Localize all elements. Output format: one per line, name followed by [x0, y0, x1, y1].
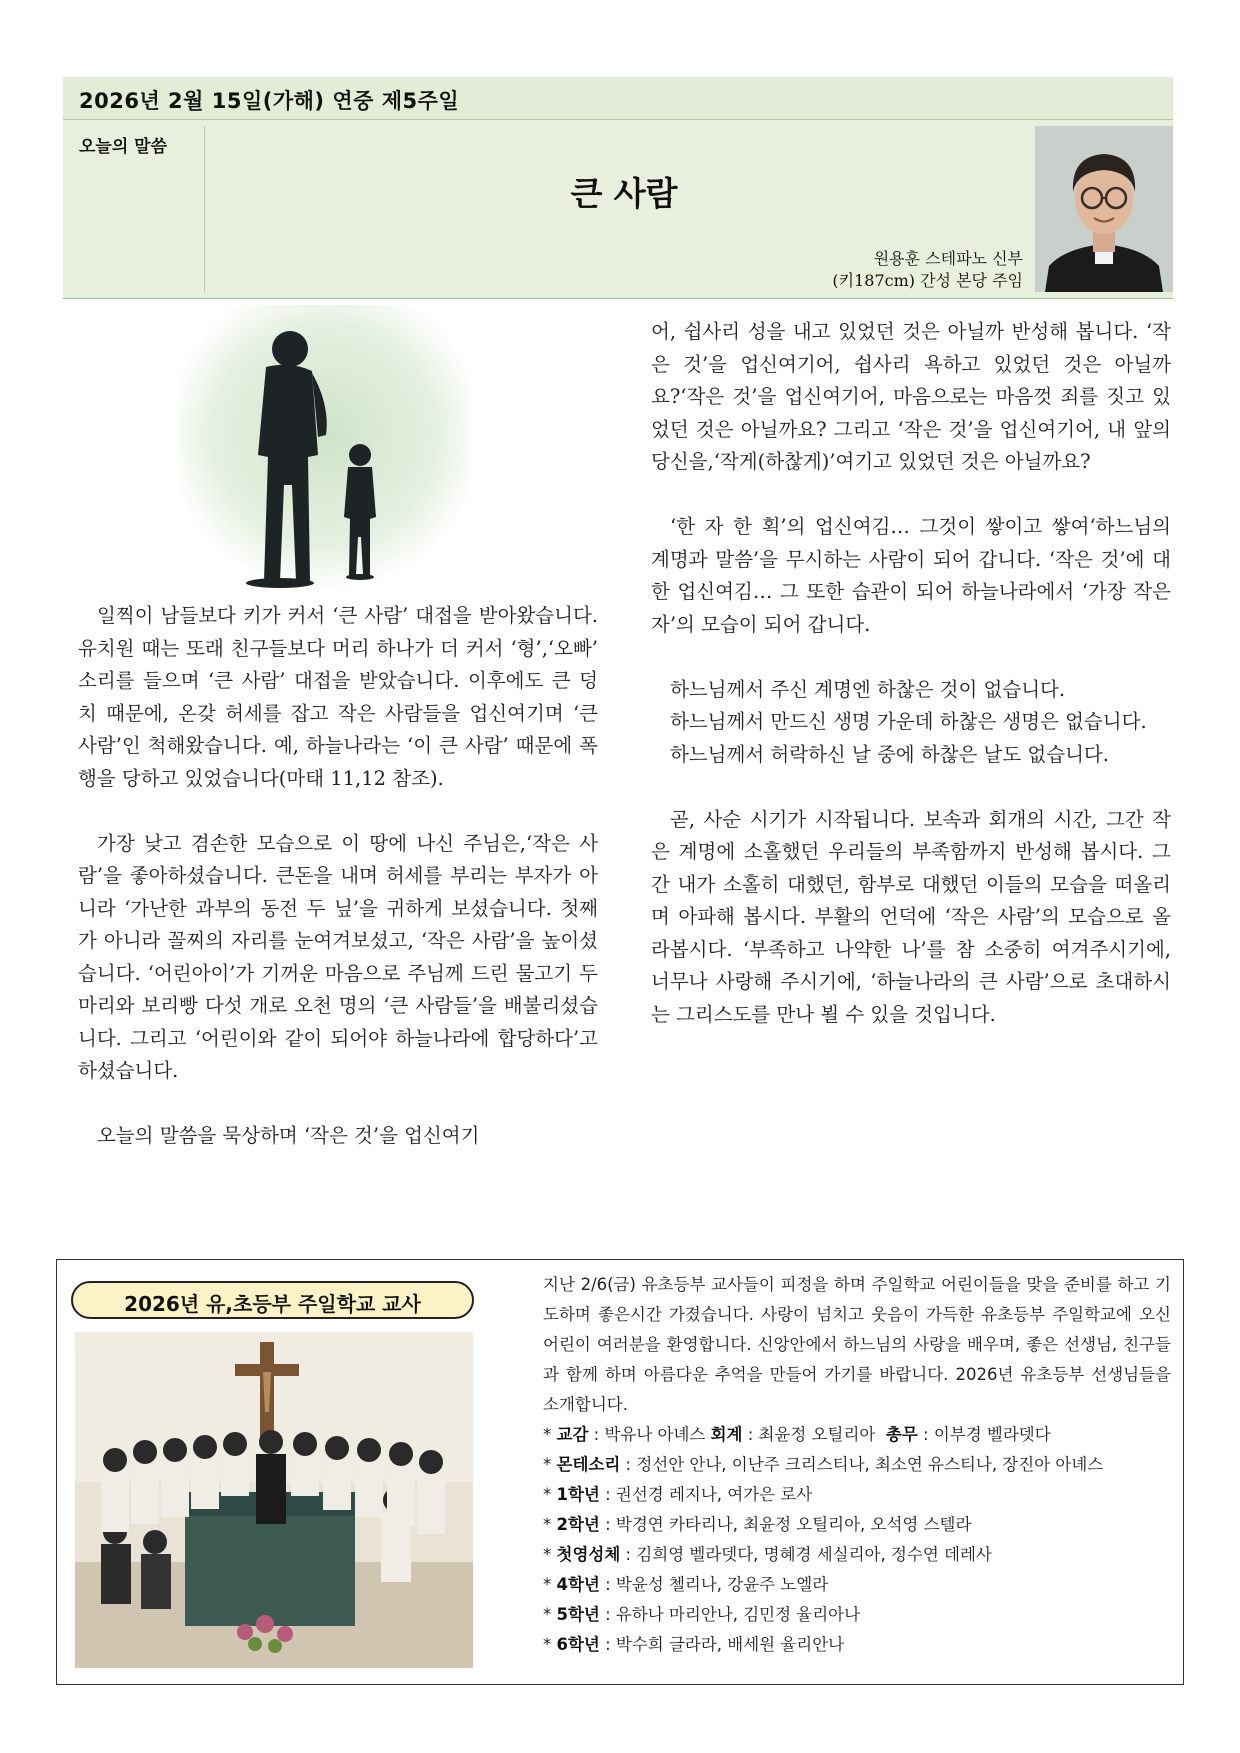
sermon-paragraph: 오늘의 말씀을 묵상하며 ‘작은 것’을 업신여기	[97, 1124, 480, 1147]
roster-names: 박유나 아녜스	[604, 1425, 706, 1444]
roster-role: 첫영성체	[556, 1545, 621, 1564]
roster-role: 5학년	[556, 1605, 600, 1624]
roster-role: 1학년	[556, 1485, 600, 1504]
sermon-right-column	[651, 316, 1171, 1031]
dateline-bar	[63, 77, 1173, 120]
roster-role: 총무	[885, 1425, 918, 1444]
sermon-paragraph: 곧, 사순 시기가 시작됩니다. 보속과 회개의 시간, 그간 작은 계명에 소홀했던 우리들의 부족함까지 반성해 봅시다. 그간 내가 소홀히 대했던, 함부로 대했던 이들의 모습을 떠올리며 아파해 봅시다. 부활의 언덕에 ‘작은 사람’의 모습으로 올라봅시다. ‘부족하고 나약한 나’를 참 소중히 여겨주시기에, 너무나 사랑해 주시기에, ‘하늘나라의 큰 사람’으로 초대하시는 그리스도를 만나 뵐 수 있을 것입니다.	[651, 807, 1171, 1026]
roster-role: 회계	[710, 1425, 743, 1444]
roster-item: * 4학년 : 박윤성 첼리나, 강윤주 노엘라	[543, 1575, 829, 1594]
roster-role: 6학년	[556, 1635, 600, 1654]
notice-title-badge	[71, 1281, 474, 1319]
sermon-paragraph: 하느님께서 만드신 생명 가운데 하찮은 생명은 없습니다.	[670, 710, 1147, 733]
sermon-title: 큰 사람	[570, 174, 678, 213]
author-credit	[832, 248, 1023, 292]
roster-item: * 첫영성체 : 김희영 벨라뎃다, 명혜경 세실리아, 정수연 데레사	[543, 1545, 992, 1564]
section-label: 오늘의 말씀	[79, 137, 168, 157]
sermon-left-column	[78, 600, 598, 1153]
roster-role: 4학년	[556, 1575, 600, 1594]
dateline-text: 2026년 2월 15일(가해) 연중 제5주일	[79, 89, 460, 113]
notice-intro: 지난 2/6(금) 유초등부 교사들이 피정을 하며 주일학교 어린이들을 맞을 준비를 하고 기도하며 좋은시간 가졌습니다. 사랑이 넘치고 웃음이 가득한 유초등부 주일학교에 오신 어린이 여러분을 환영합니다. 신앙안에서 하느님의 사랑을 배우며, 좋은 선생님, 친구들과 함께 하며 아름다운 추억을 만들어 가기를 바랍니다. 2026년 유초등부 선생님들을 소개합니다.	[543, 1275, 1171, 1414]
roster-names: 박윤성 첼리나, 강윤주 노엘라	[615, 1575, 829, 1594]
roster-names: 유하나 마리안나, 김민정 율리아나	[615, 1605, 861, 1624]
sermon-header	[63, 120, 1173, 299]
adult-child-silhouette-image	[180, 305, 470, 592]
roster-role: 2학년	[556, 1515, 600, 1534]
roster-item: * 2학년 : 박경연 카타리나, 최윤정 오틸리아, 오석영 스텔라	[543, 1515, 972, 1534]
roster-role: 교감	[556, 1425, 589, 1444]
notice-title: 2026년 유,초등부 주일학교 교사	[124, 1292, 421, 1316]
sermon-paragraph: ‘한 자 한 획’의 업신여김… 그것이 쌓이고 쌓여‘하느님의 계명과 말씀’을 무시하는 사람이 되어 갑니다. ‘작은 것’에 대한 업신여김… 그 또한 습관이 되어 하늘나라에서 ‘가장 작은 자’의 모습이 되어 갑니다.	[651, 515, 1171, 636]
roster-names: 정선안 안나, 이난주 크리스티나, 최소연 유스티나, 장진아 아녜스	[636, 1455, 1104, 1474]
teacher-roster	[543, 1420, 1171, 1660]
roster-names: 최윤정 오틸리아	[758, 1425, 876, 1444]
roster-names: 박수희 글라라, 배세원 율리안나	[615, 1635, 845, 1654]
roster-role: 몬테소리	[556, 1455, 621, 1474]
roster-item: * 6학년 : 박수희 글라라, 배세원 율리안나	[543, 1635, 845, 1654]
sermon-paragraph: 하느님께서 허락하신 날 중에 하찮은 날도 없습니다.	[670, 742, 1109, 766]
sermon-paragraph: 일찍이 남들보다 키가 커서 ‘큰 사람’ 대접을 받아왔습니다. 유치원 때는 또래 친구들보다 머리 하나가 더 커서 ‘형’,‘오빠’ 소리를 들으며 ‘큰 사람’ 대접을 받았습니다. 이후에도 큰 덩치 때문에, 온갖 허세를 잡고 작은 사람들을 업신여기며 ‘큰 사람’인 척해왔습니다. 예, 하늘나라는 ‘이 큰 사람’ 때문에 폭행을 당하고 있었습니다(마태 11,12 참조).	[78, 604, 598, 790]
author-name: 원용훈 스테파노 신부	[873, 249, 1023, 268]
roster-item: * 몬테소리 : 정선안 안나, 이난주 크리스티나, 최소연 유스티나, 장진아 아녜스	[543, 1455, 1104, 1474]
roster-item: * 5학년 : 유하나 마리안나, 김민정 율리아나	[543, 1605, 861, 1624]
sermon-paragraph: 하느님께서 주신 계명엔 하찮은 것이 없습니다.	[670, 677, 1066, 701]
roster-names: 권선경 레지나, 여가은 로사	[615, 1485, 813, 1504]
sermon-paragraph: 가장 낮고 겸손한 모습으로 이 땅에 나신 주님은,‘작은 사람’을 좋아하셨습니다. 큰돈을 내며 허세를 부리는 부자가 아니라 ‘가난한 과부의 동전 두 닢’을 귀하게 보셨습니다. 첫째가 아니라 꼴찌의 자리를 눈여겨보셨고, ‘작은 사람’을 높이셨습니다. ‘어린아이’가 기꺼운 마음으로 주님께 드린 물고기 두 마리와 보리빵 다섯 개로 오천 명의 ‘큰 사람들’을 배불리셨습니다. 그리고 ‘어린이와 같이 되어야 하늘나라에 합당하다’고 하셨습니다.	[78, 831, 598, 1082]
roster-item: * 교감 : 박유나 아녜스 회계 : 최윤정 오틸리아 총무 : 이부경 벨라뎃다	[543, 1425, 1051, 1444]
author-role: (키187cm) 간성 본당 주임	[832, 271, 1023, 290]
priest-portrait	[1035, 126, 1173, 292]
roster-names: 김희영 벨라뎃다, 명혜경 세실리아, 정수연 데레사	[636, 1545, 992, 1564]
sunday-school-notice	[56, 1259, 1184, 1685]
notice-body	[543, 1270, 1171, 1660]
roster-item: * 1학년 : 권선경 레지나, 여가은 로사	[543, 1485, 813, 1504]
sermon-paragraph: 어, 쉽사리 성을 내고 있었던 것은 아닐까 반성해 봅니다. ‘작은 것’을 업신여기어, 쉽사리 욕하고 있었던 것은 아닐까요?‘작은 것’을 업신여기어, 마음으로는 마음껏 죄를 짓고 있었던 것은 아닐까요? 그리고 ‘작은 것’을 업신여기어, 내 앞의 당신을,‘작게(하찮게)’여기고 있었던 것은 아닐까요?	[651, 320, 1171, 473]
teachers-group-photo	[75, 1332, 473, 1668]
roster-names: 이부경 벨라뎃다	[933, 1425, 1051, 1444]
roster-names: 박경연 카타리나, 최윤정 오틸리아, 오석영 스텔라	[615, 1515, 972, 1534]
